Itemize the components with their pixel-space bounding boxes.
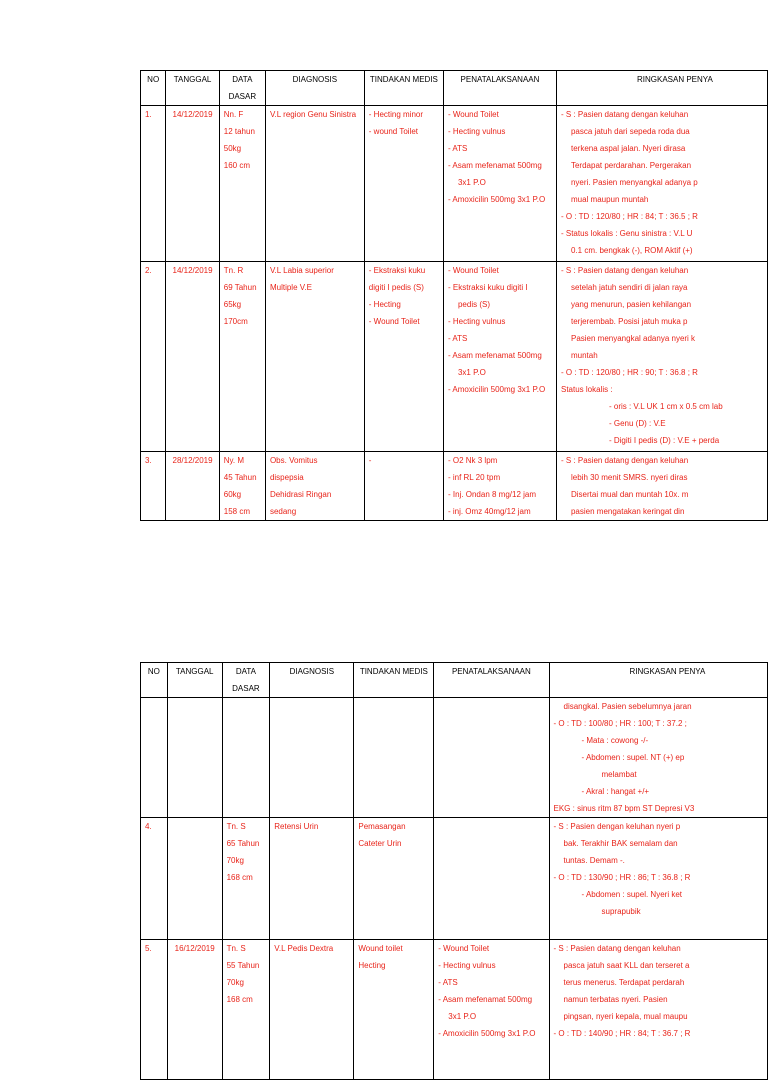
- row-penatalaksanaan: [443, 452, 556, 521]
- cell-line: 168 cm: [226, 995, 253, 1004]
- cell-line: - Status lokalis : Genu sinistra : V.L U: [560, 229, 693, 238]
- cell-line: Ny. M: [223, 456, 245, 465]
- cell-line: Retensi Urin: [274, 822, 319, 831]
- cell-line: - Asam mefenamat 500mg: [438, 995, 533, 1004]
- cell-line: - Asam mefenamat 500mg: [447, 161, 542, 170]
- cell-line: - S : Pasien dengan keluhan nyeri p: [553, 822, 681, 831]
- header-data-dasar: DATA DASAR: [219, 71, 265, 106]
- cell-line: Obs. Vomitus: [269, 456, 318, 465]
- cell-line: - O : TD : 120/80 ; HR : 84; T : 36.5 ; R: [560, 212, 698, 221]
- cell-line: 3x1 P.O: [457, 178, 486, 187]
- header-penatalaksanaan: PENATALAKSANAAN: [443, 71, 556, 106]
- cell-value: 5.: [145, 944, 152, 953]
- cell-line: Wound toilet: [358, 944, 403, 953]
- cell-line: namun terbatas nyeri. Pasien: [563, 995, 668, 1004]
- row-no: [141, 262, 166, 452]
- cell-line: suprapubik: [601, 907, 641, 916]
- row-diagnosis: [265, 106, 364, 262]
- row-ringkasan: [549, 818, 768, 940]
- cell-line: nyeri. Pasien menyangkal adanya p: [570, 178, 698, 187]
- cell-line: - ATS: [438, 978, 458, 987]
- cell-line: Hecting: [358, 961, 386, 970]
- row-tindakan-medis: [354, 818, 434, 940]
- row-ringkasan: [549, 698, 768, 818]
- table-row: [141, 940, 768, 1080]
- cell-line: - Inj. Ondan 8 mg/12 jam: [447, 490, 537, 499]
- cell-value: 16/12/2019: [174, 944, 215, 953]
- cell-line: Tn. S: [226, 944, 246, 953]
- cell-line: 160 cm: [223, 161, 250, 170]
- row-no: [141, 940, 168, 1080]
- row-data-dasar: [219, 262, 265, 452]
- cell-line: pasien mengatakan keringat din: [570, 507, 685, 516]
- cell-line: dispepsia: [269, 473, 304, 482]
- cell-line: melambat: [601, 770, 637, 779]
- cell-value: 1.: [145, 110, 152, 119]
- cell-line: 69 Tahun: [223, 283, 257, 292]
- cell-line: - ATS: [447, 334, 468, 343]
- cell-line: 50kg: [223, 144, 242, 153]
- row-data-dasar: [219, 452, 265, 521]
- cell-line: 158 cm: [223, 507, 250, 516]
- table-row: [141, 106, 768, 262]
- cell-line: - Ekstraksi kuku: [368, 266, 426, 275]
- cell-line: pingsan, nyeri kepala, mual maupu: [563, 1012, 688, 1021]
- cell-value: 4.: [145, 822, 152, 831]
- row-diagnosis: [270, 818, 354, 940]
- cell-line: - Abdomen : supel. NT (+) ep: [581, 753, 685, 762]
- cell-value: 2.: [145, 266, 152, 275]
- header-tanggal: TANGGAL: [167, 663, 222, 698]
- cell-line: - wound Toilet: [368, 127, 418, 136]
- cell-line: Disertai mual dan muntah 10x. m: [570, 490, 689, 499]
- row-tanggal: [167, 698, 222, 818]
- cell-line: - Amoxicilin 500mg 3x1 P.O: [447, 385, 546, 394]
- table-row: [141, 262, 768, 452]
- cell-line: Pemasangan: [358, 822, 406, 831]
- cell-line: pasca jatuh saat KLL dan terseret a: [563, 961, 690, 970]
- cell-line: Cateter Urin: [358, 839, 402, 848]
- cell-line: - S : Pasien datang dengan keluhan: [553, 944, 681, 953]
- cell-line: V.L Pedis Dextra: [274, 944, 334, 953]
- row-diagnosis: [265, 452, 364, 521]
- cell-line: 60kg: [223, 490, 242, 499]
- header-tindakan-medis: TINDAKAN MEDIS: [354, 663, 434, 698]
- row-data-dasar: [219, 106, 265, 262]
- header-tindakan-medis: TINDAKAN MEDIS: [364, 71, 443, 106]
- header-no: NO: [141, 663, 168, 698]
- table-row: [141, 698, 768, 818]
- cell-line: 45 Tahun: [223, 473, 257, 482]
- cell-line: - Hecting vulnus: [447, 317, 506, 326]
- table-row: [141, 452, 768, 521]
- cell-line: pedis (S): [457, 300, 490, 309]
- cell-line: pasca jatuh dari sepeda roda dua: [570, 127, 690, 136]
- cell-line: 170cm: [223, 317, 248, 326]
- cell-line: V.L Labia superior: [269, 266, 334, 275]
- cell-line: Terdapat perdarahan. Pergerakan: [570, 161, 692, 170]
- cell-line: - inj. Omz 40mg/12 jam: [447, 507, 531, 516]
- row-data-dasar: [222, 698, 270, 818]
- patient-table-2: [140, 662, 768, 1080]
- row-diagnosis: [270, 940, 354, 1080]
- cell-line: terus menerus. Terdapat perdarah: [563, 978, 685, 987]
- table-header-row: [141, 663, 768, 698]
- row-tanggal: [166, 106, 219, 262]
- cell-line: 12 tahun: [223, 127, 255, 136]
- row-data-dasar: [222, 940, 270, 1080]
- cell-line: 3x1 P.O: [457, 368, 486, 377]
- row-penatalaksanaan: [434, 698, 549, 818]
- cell-line: - oris : V.L UK 1 cm x 0.5 cm lab: [608, 402, 723, 411]
- cell-line: - S : Pasien datang dengan keluhan: [560, 456, 689, 465]
- header-ringkasan: RINGKASAN PENYA: [549, 663, 768, 698]
- cell-line: - ATS: [447, 144, 468, 153]
- cell-line: Tn. R: [223, 266, 244, 275]
- cell-line: 70kg: [226, 978, 244, 987]
- row-tindakan-medis: [364, 262, 443, 452]
- cell-line: terkena aspal jalan. Nyeri dirasa: [570, 144, 686, 153]
- cell-line: EKG : sinus ritm 87 bpm ST Depresi V3: [553, 804, 695, 813]
- cell-line: V.L region Genu Sinistra: [269, 110, 357, 119]
- row-penatalaksanaan: [443, 106, 556, 262]
- cell-value: 14/12/2019: [172, 266, 213, 275]
- cell-line: - Digiti I pedis (D) : V.E + perda: [608, 436, 720, 445]
- cell-line: Multiple V.E: [269, 283, 312, 292]
- cell-line: - S : Pasien datang dengan keluhan: [560, 266, 689, 275]
- header-penatalaksanaan: PENATALAKSANAAN: [434, 663, 549, 698]
- cell-line: 3x1 P.O: [448, 1012, 477, 1021]
- row-no: [141, 818, 168, 940]
- header-tanggal: TANGGAL: [166, 71, 219, 106]
- cell-line: - S : Pasien datang dengan keluhan: [560, 110, 689, 119]
- header-data-dasar: DATA DASAR: [222, 663, 270, 698]
- cell-line: 65kg: [223, 300, 242, 309]
- cell-line: lebih 30 menit SMRS. nyeri diras: [570, 473, 688, 482]
- cell-line: 168 cm: [226, 873, 253, 882]
- cell-line: mual maupun muntah: [570, 195, 649, 204]
- row-diagnosis: [265, 262, 364, 452]
- cell-line: - Wound Toilet: [447, 110, 499, 119]
- cell-line: sedang: [269, 507, 297, 516]
- cell-line: - O : TD : 140/90 ; HR : 84; T : 36.7 ; R: [553, 1029, 691, 1038]
- row-tindakan-medis: [354, 698, 434, 818]
- cell-line: Nn. F: [223, 110, 244, 119]
- cell-line: Status lokalis :: [560, 385, 613, 394]
- cell-line: 0.1 cm. bengkak (-), ROM Aktif (+): [570, 246, 693, 255]
- cell-line: - inf RL 20 tpm: [447, 473, 501, 482]
- row-diagnosis: [270, 698, 354, 818]
- table-row: [141, 818, 768, 940]
- cell-line: setelah jatuh sendiri di jalan raya: [570, 283, 688, 292]
- cell-line: - Hecting vulnus: [438, 961, 496, 970]
- cell-line: - Asam mefenamat 500mg: [447, 351, 542, 360]
- cell-line: 65 Tahun: [226, 839, 260, 848]
- row-no: [141, 106, 166, 262]
- cell-line: - Wound Toilet: [438, 944, 490, 953]
- row-tanggal: [167, 818, 222, 940]
- row-tindakan-medis: [364, 106, 443, 262]
- header-diagnosis: DIAGNOSIS: [265, 71, 364, 106]
- cell-line: - Wound Toilet: [368, 317, 420, 326]
- cell-line: bak. Terakhir BAK semalam dan: [563, 839, 678, 848]
- cell-line: 70kg: [226, 856, 244, 865]
- cell-line: - Akral : hangat +/+: [581, 787, 650, 796]
- cell-line: - Wound Toilet: [447, 266, 499, 275]
- row-tanggal: [167, 940, 222, 1080]
- row-no: [141, 452, 166, 521]
- header-no: NO: [141, 71, 166, 106]
- cell-line: - Genu (D) : V.E: [608, 419, 666, 428]
- cell-line: digiti I pedis (S): [368, 283, 424, 292]
- cell-line: tuntas. Demam -.: [563, 856, 625, 865]
- cell-line: - Ekstraksi kuku digiti I: [447, 283, 528, 292]
- row-penatalaksanaan: [434, 818, 549, 940]
- patient-table-1: [140, 70, 768, 521]
- cell-line: - Hecting vulnus: [447, 127, 506, 136]
- row-tindakan-medis: [354, 940, 434, 1080]
- cell-line: - O : TD : 120/80 ; HR : 90; T : 36.8 ; R: [560, 368, 698, 377]
- row-penatalaksanaan: [443, 262, 556, 452]
- row-ringkasan: [556, 106, 767, 262]
- row-no: [141, 698, 168, 818]
- row-ringkasan: [556, 262, 767, 452]
- cell-line: yang menurun, pasien kehilangan: [570, 300, 692, 309]
- cell-line: Pasien menyangkal adanya nyeri k: [570, 334, 696, 343]
- cell-line: - Amoxicilin 500mg 3x1 P.O: [447, 195, 546, 204]
- cell-line: Tn. S: [226, 822, 246, 831]
- cell-value: 14/12/2019: [172, 110, 213, 119]
- table-header-row: [141, 71, 768, 106]
- cell-line: - Abdomen : supel. Nyeri ket: [581, 890, 682, 899]
- cell-line: - O : TD : 130/90 ; HR : 86; T : 36.8 ; R: [553, 873, 691, 882]
- row-tanggal: [166, 262, 219, 452]
- cell-line: - O2 Nk 3 lpm: [447, 456, 498, 465]
- header-ringkasan: RINGKASAN PENYA: [556, 71, 767, 106]
- header-diagnosis: DIAGNOSIS: [270, 663, 354, 698]
- row-data-dasar: [222, 818, 270, 940]
- cell-line: 55 Tahun: [226, 961, 260, 970]
- cell-line: - Amoxicilin 500mg 3x1 P.O: [438, 1029, 536, 1038]
- row-penatalaksanaan: [434, 940, 549, 1080]
- cell-line: Dehidrasi Ringan: [269, 490, 332, 499]
- row-tindakan-medis: [364, 452, 443, 521]
- cell-line: - O : TD : 100/80 ; HR : 100; T : 37.2 ;: [553, 719, 687, 728]
- cell-line: - Hecting: [368, 300, 401, 309]
- cell-line: - Hecting minor: [368, 110, 424, 119]
- cell-value: 3.: [145, 456, 152, 465]
- cell-line: muntah: [570, 351, 598, 360]
- row-ringkasan: [556, 452, 767, 521]
- cell-line: - Mata : cowong -/-: [581, 736, 649, 745]
- row-tanggal: [166, 452, 219, 521]
- cell-line: disangkal. Pasien sebelumnya jaran: [563, 702, 692, 711]
- cell-value: 28/12/2019: [172, 456, 213, 465]
- row-ringkasan: [549, 940, 768, 1080]
- cell-line: -: [368, 456, 372, 465]
- cell-line: terjerembab. Posisi jatuh muka p: [570, 317, 688, 326]
